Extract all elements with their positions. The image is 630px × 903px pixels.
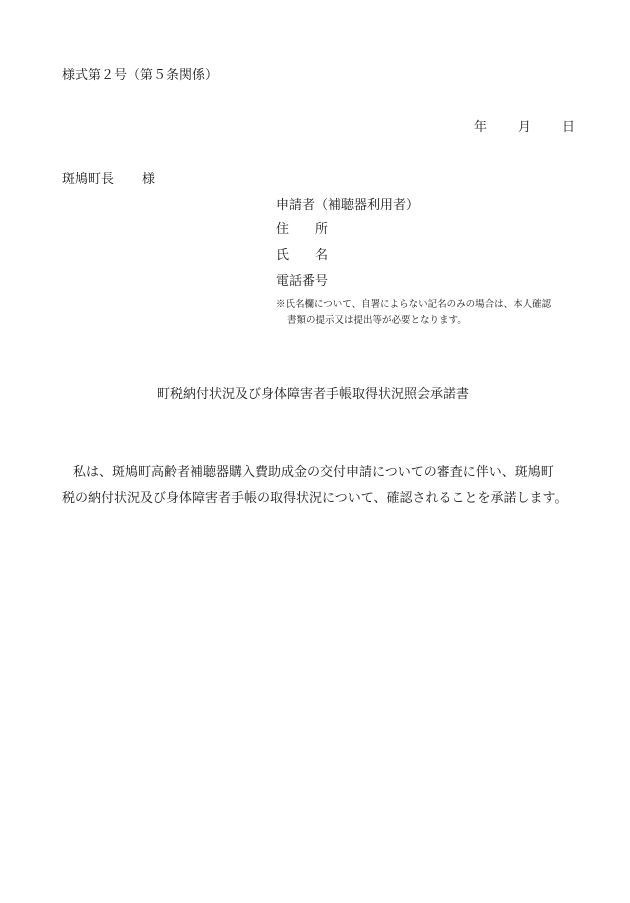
note-line-1: ※氏名欄について、自署によらない記名のみの場合は、本人確認 <box>276 299 552 310</box>
date-day-label: 日 <box>562 120 576 135</box>
body-text-line-2: 税の納付状況及び身体障害者手帳の取得状況について、確認されることを承諾します。 <box>62 491 568 506</box>
form-number: 様式第２号（第５条関係） <box>62 68 219 83</box>
body-text-line-1: 私は、斑鳩町高齢者補聴器購入費助成金の交付申請についての審査に伴い、斑鳩町 <box>73 465 554 480</box>
date-month-label: 月 <box>518 120 532 135</box>
name-label-char2: 名 <box>315 248 329 263</box>
name-label <box>276 249 328 262</box>
name-label-char1: 氏 <box>276 248 290 263</box>
address-label-char2: 所 <box>315 222 329 237</box>
phone-label: 電話番号 <box>276 274 329 289</box>
addressee-honorific: 様 <box>142 172 156 187</box>
date-line <box>474 121 575 134</box>
addressee-name: 斑鳩町長 <box>62 172 115 187</box>
address-label-char1: 住 <box>276 222 290 237</box>
applicant-heading: 申請者（補聴器利用者） <box>276 198 420 213</box>
document-title: 町税納付状況及び身体障害者手帳取得状況照会承諾書 <box>157 387 470 402</box>
addressee <box>62 173 155 186</box>
address-label <box>276 223 328 236</box>
date-year-label: 年 <box>474 120 488 135</box>
note-line-2: 書類の提示又は提出等が必要となります。 <box>287 315 467 326</box>
